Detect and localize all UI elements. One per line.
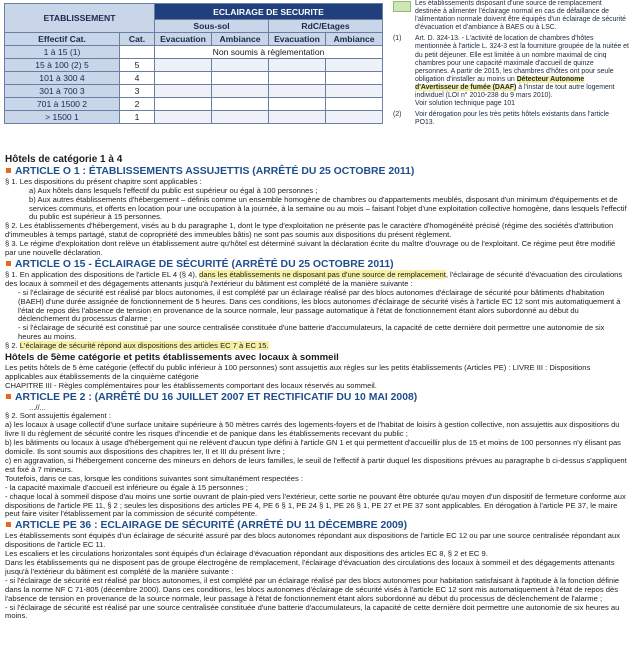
cell-empty [155, 111, 212, 124]
paragraph: Toutefois, dans ce cas, lorsque les conditions suivantes sont simultanément respectées : [5, 473, 304, 483]
cell-cat: 5 [120, 59, 155, 72]
paragraph: § 1. En application des dispositions de l'article EL 4 (§ 4), dans les établissements ne disposant pas d'une source de remplacement, l'éclairage de sécurité d'évacuation des circulations des locaux à sommeil et des dégagements attenants jusqu'à l'extérieur du bâtiment est complété de la manière suivante : [5, 269, 623, 288]
legend [393, 0, 629, 32]
footnote-link-text: Voir solution technique page 101 [415, 100, 515, 108]
bullet-square-icon [6, 261, 11, 266]
paragraph: - la capacité maximale d'accueil est inférieure ou égale à 15 personnes ; [5, 482, 248, 492]
cell-effectif: 15 à 100 (2) 5 [5, 59, 120, 72]
cell-empty [155, 98, 212, 111]
cell-empty [269, 98, 326, 111]
paragraph: - chaque local à sommeil dispose d'au moins une sortie ouvrant de plain-pied vers l'extérieur, cette sortie ne pouvant être obturée qu'au moyen d'un dispositif de fermeture conforme aux dispositions de l'article PE 11, § 2 ; seules les dispositions des articles PE 4, PE 6 § 1, PE 24 § 1, PE 26 § 1, PE 27 et PE 37 sont applicables. En dérogation à l'article PE 37, le maire peut faire visiter l'établissement par la commission de sécurité compétente. [5, 491, 626, 519]
table-row [5, 46, 383, 59]
footnote-2 [393, 111, 629, 127]
cell-empty [326, 72, 383, 85]
footnote-1 [393, 35, 629, 108]
paragraph: § 2. L'éclairage de sécurité répond aux dispositions des articles EC 7 à EC 15. [5, 341, 269, 351]
paragraph: CHAPITRE III - Règles complémentaires pour les établissements comportant des locaux réservés au sommeil. [5, 380, 377, 390]
paragraph: - si l'éclairage de sécurité est réalisé par blocs autonomes, il est complété par un éclairage réalisé par des blocs autonomes pour habitation satisfaisant à l'aptitude à la fonction définie dans la norme NF C 71-805 (décembre 2000). Dans ces conditions, les blocs autonomes d'éclairage de sécurité visés à l'article EC 12 sont mis automatiquement à l'état de repos dès l'absence de tension en provenance de la source normale, leur passage à l'état de fonctionnement étant alors subordonné au début du processus de déclenchement de l'alarme ; [5, 575, 620, 603]
legend-text: Les établissements disposant d'une source de remplacement destinée à alimenter l'éclairage normal en cas de défaillance de l'alimentation normale doivent être équipés d'un éclairage de sécurité d'évacuation et d'ambiance à BAES ou à LSC. [415, 0, 627, 32]
paragraph: ...//... [29, 402, 46, 412]
table-row [5, 111, 383, 124]
highlight: dans les établissements ne disposant pas d'une source de remplacement [199, 269, 446, 279]
paragraph: Les petits hôtels de 5 ème catégorie (effectif du public inférieur à 100 personnes) sont assujettis aux règles sur les petits établissements (Articles PE) : LIVRE III : Dispositions applicables aux établissements de la cinquième catégorie [5, 362, 591, 381]
category-title: Hôtels de catégorie 1 à 4 [5, 154, 123, 165]
header-ambiance-2: Ambiance [326, 33, 383, 46]
footnote-highlight: Détecteur Autonome d'Avertisseur de fumée (DAAF) [415, 75, 585, 91]
paragraph: a) les locaux à usage collectif d'une surface unitaire supérieure à 50 mètres carrés des logements-foyers et de l'habitat de loisirs à gestion collective, non assujettis aux dispositions du livre II du règlement de sécurité contre les risques d'incendie et de panique dans les établissements recevant du public ; [5, 420, 620, 439]
bullet-square-icon [6, 394, 11, 399]
paragraph: § 3. Le régime d'exploitation dont relève un établissement autre qu'hôtel est déterminé suivant la déclaration écrite du maître d'ouvrage ou de l'exploitant. Ce régime peut être modifié par une nouvelle déclaration. [5, 239, 616, 258]
header-sous-sol: Sous-sol [155, 20, 269, 33]
article-heading: ARTICLE O 1 : ÉTABLISSEMENTS ASSUJETTIS (ARRÊTÉ DU 25 OCTOBRE 2011) [5, 168, 627, 177]
cell-empty [326, 85, 383, 98]
paragraph: c) en aggravation, si l'hébergement concerne des mineurs en dehors de leurs familles, le seuil de l'effectif à partir duquel les dispositions prévues au paragraphe b ci-dessus s'appliquent est fixé à 7 mineurs. [5, 456, 627, 474]
paragraph: Les établissements sont équipés d'un éclairage de sécurité assuré par des blocs autonomes répondant aux dispositions de l'article EC 12 ou par une source centralisée répondant aux dispositions de l'article EC 11. [5, 531, 620, 550]
header-evacuation-1: Evacuation [155, 33, 212, 46]
header-eclairage: ECLAIRAGE DE SECURITE [155, 4, 383, 20]
article-heading: ARTICLE O 15 - ÉCLAIRAGE DE SÉCURITÉ (ARRÊTÉ DU 25 OCTOBRE 2011) [5, 261, 627, 270]
cell-cat: 3 [120, 85, 155, 98]
cell-effectif: > 1500 1 [5, 111, 120, 124]
side-notes [393, 0, 629, 127]
paragraph: b) les bâtiments ou locaux à usage d'hébergement qui ne relèvent d'aucun type défini à l'article GN 1 et qui permettent d'accueillir plus de 15 et moins de 100 personnes n'y élisant pas domicile. Ils sont soumis aux dispositions des chapitres Ier, II et III du présent livre ; [5, 438, 621, 457]
header-ambiance-1: Ambiance [212, 33, 269, 46]
cell-cat: 4 [120, 72, 155, 85]
eclairage-table [4, 3, 383, 124]
cell-empty [269, 111, 326, 124]
cell-cat: 1 [120, 111, 155, 124]
cell-cat: 2 [120, 98, 155, 111]
cell-effectif: 1 à 15 (1) [5, 46, 120, 59]
paragraph: - si l'éclairage de sécurité est réalisé par une source centralisée constituée d'une batterie d'accumulateurs, la capacité de cette dernière doit permettre une autonomie de six heures au moins. [5, 602, 620, 621]
main-content [5, 156, 627, 621]
cell-empty [155, 72, 212, 85]
paragraph: § 2. Les établissements d'hébergement, visés au b du paragraphe 1, dont le type d'exploitation ne présente pas le caractère d'homogénéité précisé (régime des sociétés d'attribution d'immeubles à temps partagé, statut de copropriété des immeubles bâtis) ne sont pas soumis aux dispositions du présent règlement. [5, 221, 614, 240]
footnote-ref: (2) [393, 111, 402, 119]
cell-effectif: 301 à 700 3 [5, 85, 120, 98]
cell-empty [326, 59, 383, 72]
cell-empty [326, 98, 383, 111]
table-row [5, 98, 383, 111]
cell-empty [269, 59, 326, 72]
paragraph: - si l'éclairage de sécurité est constitué par une source centralisée constituée d'une batterie d'accumulateurs, la capacité de cette dernière doit permettre une autonomie de six heures au moins. [18, 323, 605, 342]
footnote-ref: (1) [393, 35, 402, 43]
bullet-square-icon [6, 522, 11, 527]
cell-effectif: 701 à 1500 2 [5, 98, 120, 111]
cell-empty [212, 72, 269, 85]
table-row [5, 59, 383, 72]
paragraph: Les escaliers et les circulations horizontales sont équipés d'un éclairage d'évacuation répondant aux dispositions des articles EC 8, § 2 et EC 9. [5, 549, 488, 559]
paragraph: - si l'éclairage de sécurité est réalisé par blocs autonomes, il est complété par un éclairage réalisé par des blocs autonomes d'éclairage de sécurité pour bâtiments d'habitation (BAEH) d'une durée assignée de fonctionnement de 5 heures. Dans ces conditions, les blocs autonomes d'éclairage de sécurité visés à l'article EC 12 sont mis automatiquement à l'état de repos dès l'absence de tension en provenance de la source normale, leur passage automatique à l'état de fonctionnement étant alors subordonné au début du déclenchement du processus d'alarme ; [18, 287, 621, 324]
article-heading: ARTICLE PE 2 : (ARRÊTÉ DU 16 JUILLET 2007 ET RECTIFICATIF DU 10 MAI 2008) [5, 394, 627, 403]
bullet-square-icon [6, 168, 11, 173]
table-row [5, 85, 383, 98]
cell-empty [155, 59, 212, 72]
header-rdc: RdC/Etages [269, 20, 383, 33]
footnote-text: Art. D. 324-13. - L'activité de location de chambres d'hôtes mentionnée à l'article L. 324-3 est la fourniture groupée de la nuitée et du petit déjeuner. Elle est limitée à un nombre maximal de cinq chambres pour une capacité maximale d'accueil de quinze personnes. A partir de 2015, les chambres d'hôtes ont pour seule obligation d'installer au moins un [415, 35, 629, 83]
header-effectif: Effectif Cat. [5, 33, 120, 46]
cell-empty [269, 85, 326, 98]
cell-empty [212, 59, 269, 72]
article-heading: ARTICLE PE 36 : ECLAIRAGE DE SÉCURITÉ (ARRÊTÉ DU 11 DÉCEMBRE 2009) [5, 522, 627, 531]
section-title: Hôtels de 5ème catégorie et petits établissements avec locaux à sommeil [5, 352, 339, 364]
cell-cat [120, 46, 155, 59]
paragraph: b) Aux autres établissements d'hébergement – définis comme un ensemble homogène de chambres ou d'appartements meublés, disposant d'un minimum d'équipements et de services communs, et offerts en location pour une occupation à la journée, à la semaine ou au mois – faisant l'objet d'une exploitation collective homogène, dans lesquels l'effectif du public est supérieur à 15 personnes. [29, 194, 627, 222]
footnote-text: à l'instar de tout autre logement individuel (LOI n° 2010-238 du 9 mars 2010). [415, 83, 615, 100]
legend-swatch [393, 1, 411, 12]
footnote-text: Voir dérogation pour les très petits hôtels existants dans l'article PO13. [415, 111, 609, 127]
table-row [5, 72, 383, 85]
cell-empty [155, 85, 212, 98]
paragraph: a) Aux hôtels dans lesquels l'effectif du public est supérieur ou égal à 100 personnes ; [29, 185, 318, 195]
cell-empty [212, 98, 269, 111]
cell-empty [269, 72, 326, 85]
cell-empty [326, 111, 383, 124]
cell-empty [212, 85, 269, 98]
header-etablissement: ETABLISSEMENT [5, 4, 155, 33]
paragraph: § 2. Sont assujettis également : [5, 411, 111, 421]
paragraph: Dans les établissements qui ne disposent pas de groupe électrogène de remplacement, l'éclairage d'évacuation des circulations des locaux à sommeil et des dégagements attenants jusqu'à l'extérieur du bâtiment est complété de la manière suivante : [5, 557, 615, 576]
paragraph: § 1. Les dispositions du présent chapitre sont applicables : [5, 176, 202, 186]
header-evacuation-2: Evacuation [269, 33, 326, 46]
highlight: L'éclairage de sécurité répond aux dispositions des articles EC 7 à EC 15. [19, 341, 269, 351]
cell-effectif: 101 à 300 4 [5, 72, 120, 85]
cell-non-soumis: Non soumis à règlementation [155, 46, 383, 59]
cell-empty [212, 111, 269, 124]
header-cat: Cat. [120, 33, 155, 46]
